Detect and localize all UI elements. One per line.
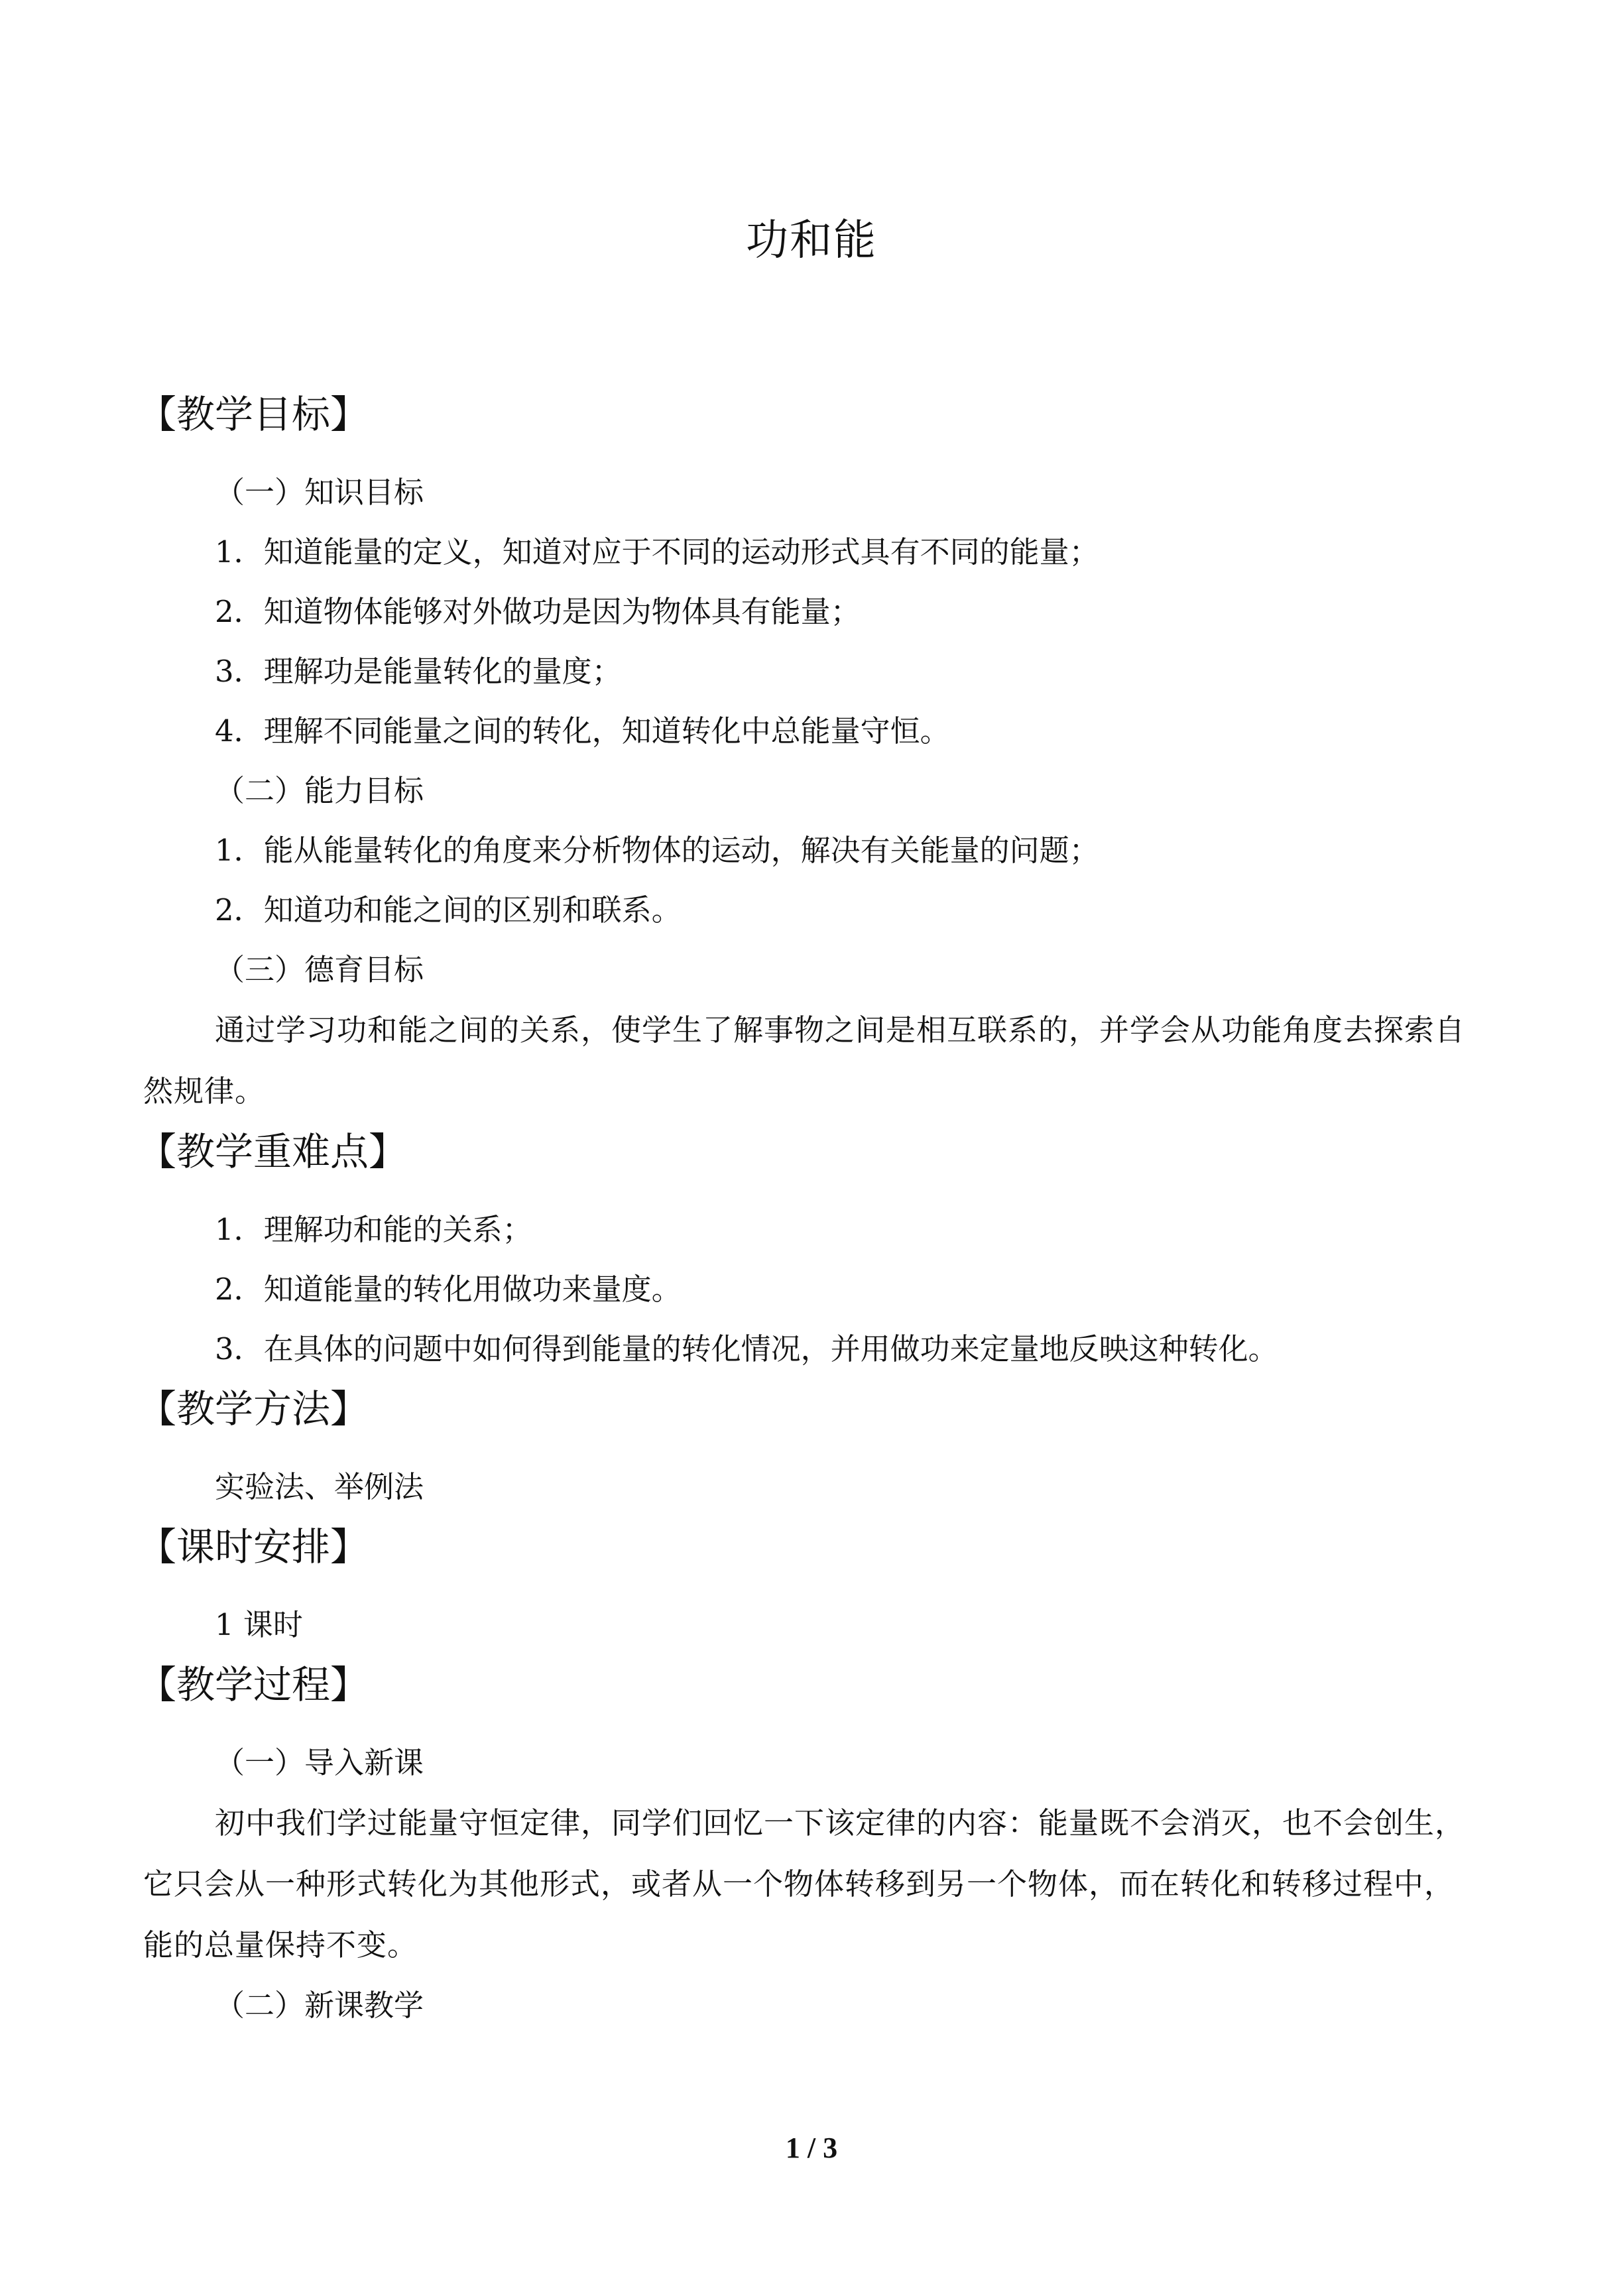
knowledge-item: 1．知道能量的定义，知道对应于不同的运动形式具有不同的能量；: [215, 534, 1099, 570]
heading-key-points: 【教学重难点】: [138, 1129, 408, 1174]
heading-process: 【教学过程】: [138, 1662, 369, 1707]
heading-schedule: 【课时安排】: [138, 1524, 369, 1569]
moral-objectives-text: 通过学习功和能之间的关系，使学生了解事物之间是相互联系的，并学会从功能角度去探索自然规律。: [143, 1012, 1466, 1109]
intro-title: （一）导入新课: [215, 1745, 424, 1780]
document-body: [138, 385, 1480, 2035]
key-point-item: 3．在具体的问题中如何得到能量的转化情况，并用做功来定量地反映这种转化。: [215, 1331, 1278, 1366]
key-point-item: 1．理解功和能的关系；: [215, 1212, 532, 1247]
heading-objectives: 【教学目标】: [138, 392, 369, 437]
knowledge-item: 2．知道物体能够对外做功是因为物体具有能量；: [215, 594, 861, 629]
heading-methods: 【教学方法】: [138, 1386, 369, 1431]
page-title: 功和能: [746, 216, 877, 265]
ability-objectives-title: （二）能力目标: [215, 773, 424, 808]
knowledge-objectives-title: （一）知识目标: [215, 475, 424, 510]
knowledge-item: 4．理解不同能量之间的转化，知道转化中总能量守恒。: [215, 713, 950, 749]
ability-item: 2．知道功和能之间的区别和联系。: [215, 892, 682, 928]
ability-item: 1．能从能量转化的角度来分析物体的运动，解决有关能量的问题；: [215, 833, 1099, 868]
knowledge-item: 3．理解功是能量转化的量度；: [215, 654, 622, 689]
new-lesson-title: （二）新课教学: [215, 1988, 424, 2023]
page-number: 1 / 3: [785, 2132, 838, 2164]
key-point-item: 2．知道能量的转化用做功来量度。: [215, 1272, 682, 1307]
schedule-text: 1 课时: [215, 1607, 303, 1642]
intro-text: 初中我们学过能量守恒定律，同学们回忆一下该定律的内容：能量既不会消灭，也不会创生，它只会从一种形式转化为其他形式，或者从一个物体转移到另一个物体，而在转化和转移过程中，能的总量保持不变。: [143, 1805, 1466, 1963]
methods-text: 实验法、举例法: [215, 1469, 424, 1504]
moral-objectives-title: （三）德育目标: [215, 952, 424, 987]
